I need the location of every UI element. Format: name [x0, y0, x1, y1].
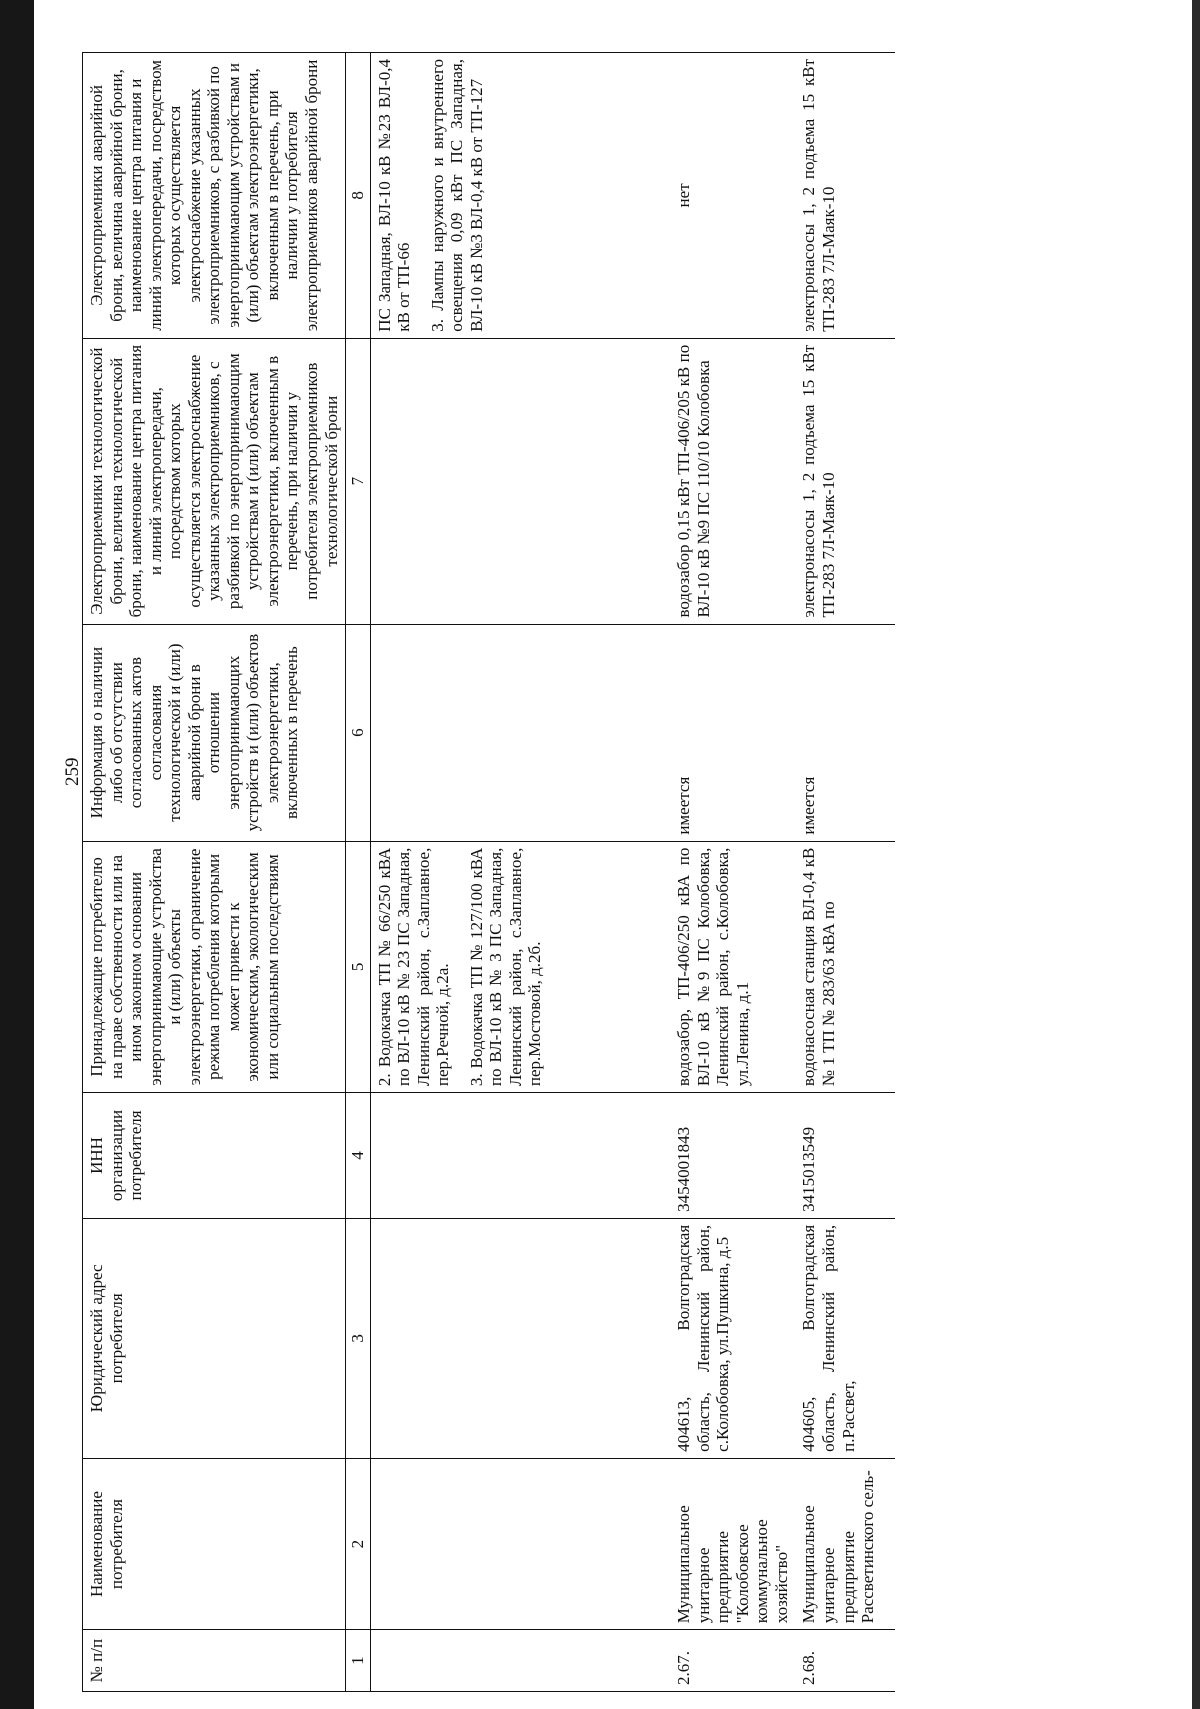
table-row — [795, 53, 895, 1692]
row-inn — [370, 1093, 670, 1219]
header-consumer-name: Наименование потребителя — [83, 1458, 346, 1629]
row-avar-bron: нет — [670, 53, 795, 339]
header-avar-bron: Электроприемники аварийной брони, величина аварийной брони, наименование центра питания и линий электропередачи, посредством которых осуществляется электроснабжение указанных электроприемников, с разбивкой по энергопринимающим устройствам и (или) объектам электроэнергетики, включенным в перечень, при наличии у потребителя электроприемников аварийной брони — [83, 53, 346, 339]
header-acts: Информация о наличии либо об отсутствии согласованных актов согласования технологической и (или) аварийной брони в отношении энергопринимающих устройств и (или) объектов электроэнергетики, включенных в перечень — [83, 624, 346, 841]
row-tech-bron: водозабор 0,15 кВт ТП-406/205 кВ по ВЛ-10 кВ №9 ПС 110/10 Колобовка — [670, 338, 795, 624]
column-number: 1 — [346, 1630, 371, 1692]
column-number: 4 — [346, 1093, 371, 1219]
row-consumer-name — [370, 1458, 670, 1629]
column-number-row — [346, 53, 371, 1692]
header-tech-bron: Электроприемники технологической брони, величина технологической брони, наименование центра питания и линий электропередачи, посредством которых осуществляется электроснабжение указанных электроприемников, с разбивкой по энергопринимающим устройствам и (или) объектам электроэнергетики, включенным в перечень, при наличии у потребителя электроприемников технологической брони — [83, 338, 346, 624]
row-inn: 3415013549 — [795, 1093, 895, 1219]
row-tech-bron — [370, 338, 670, 624]
row-number: 2.67. — [670, 1630, 795, 1692]
table-row — [670, 53, 795, 1692]
row-consumer-name: Муниципальное унитарное предприятие "Колобовское коммунальное хозяйство" — [670, 1458, 795, 1629]
rotated-page — [82, 32, 1172, 1692]
header-inn: ИНН организации потребителя — [83, 1093, 346, 1219]
table-row — [370, 53, 670, 1692]
row-avar-bron: электронасосы 1, 2 подъема 15 кВт ТП-283 7Л-Маяк-10 — [795, 53, 895, 339]
header-legal-address: Юридический адрес потребителя — [83, 1218, 346, 1458]
header-devices: Принадлежащие потребителю на праве собственности или на ином законном основании энергопринимающие устройства и (или) объекты электроэнергетики, ограничение режима потребления которыми может привести к экономическим, экологическим или социальным последствиям — [83, 841, 346, 1092]
row-number: 2.68. — [795, 1630, 895, 1692]
column-number: 5 — [346, 841, 371, 1092]
device-paragraph: 2. Водокачка ТП № 66/250 кВА по ВЛ-10 кВ № 23 ПС Западная, Ленинский район, с.Заплавное, пер.Речной, д.2а. — [374, 847, 453, 1087]
row-legal-address: 404613, Волгоградская область, Ленинский район, с.Колобовка, ул.Пушкина, д.5 — [670, 1218, 795, 1458]
column-number: 3 — [346, 1218, 371, 1458]
row-acts: имеется — [795, 624, 895, 841]
row-legal-address: 404605, Волгоградская область, Ленинский район, п.Рассвет, — [795, 1218, 895, 1458]
column-number: 7 — [346, 338, 371, 624]
row-legal-address — [370, 1218, 670, 1458]
row-acts: имеется — [670, 624, 795, 841]
row-number — [370, 1630, 670, 1692]
page-number: 259 — [62, 757, 83, 786]
consumer-table — [82, 52, 895, 1692]
scan-left-edge — [0, 0, 34, 1709]
header-number: № п/п — [83, 1630, 346, 1692]
row-devices — [370, 841, 670, 1092]
avar-paragraph: 3. Лампы наружного и внутреннего освещения 0,09 кВт ПС Западная, ВЛ-10 кВ №3 ВЛ-0,4 кВ от ТП-127 — [427, 59, 486, 332]
header-row — [83, 53, 346, 1692]
avar-paragraph: ПС Западная, ВЛ-10 кВ №23 ВЛ-0,4 кВ от ТП-66 — [374, 59, 414, 332]
row-inn: 3454001843 — [670, 1093, 795, 1219]
column-number: 2 — [346, 1458, 371, 1629]
column-number: 8 — [346, 53, 371, 339]
row-devices: водонасосная станция ВЛ-0,4 кВ № 1 ТП № 283/63 кВА по — [795, 841, 895, 1092]
row-avar-bron — [370, 53, 670, 339]
row-acts — [370, 624, 670, 841]
column-number: 6 — [346, 624, 371, 841]
row-tech-bron: электронасосы 1, 2 подъема 15 кВт ТП-283 7Л-Маяк-10 — [795, 338, 895, 624]
scan-right-edge — [1192, 0, 1200, 1709]
device-paragraph: 3. Водокачка ТП № 127/100 кВА по ВЛ-10 кВ № 3 ПС Западная, Ленинский район, с.Заплавное, пер.Мостовой, д.2б. — [466, 847, 545, 1087]
row-devices: водозабор, ТП-406/250 кВА по ВЛ-10 кВ №9 ПС Колобовка, Ленинский район, с.Колобовка, ул.Ленина, д.1 — [670, 841, 795, 1092]
row-consumer-name: Муниципальное унитарное предприятие Рассветинского сель- — [795, 1458, 895, 1629]
